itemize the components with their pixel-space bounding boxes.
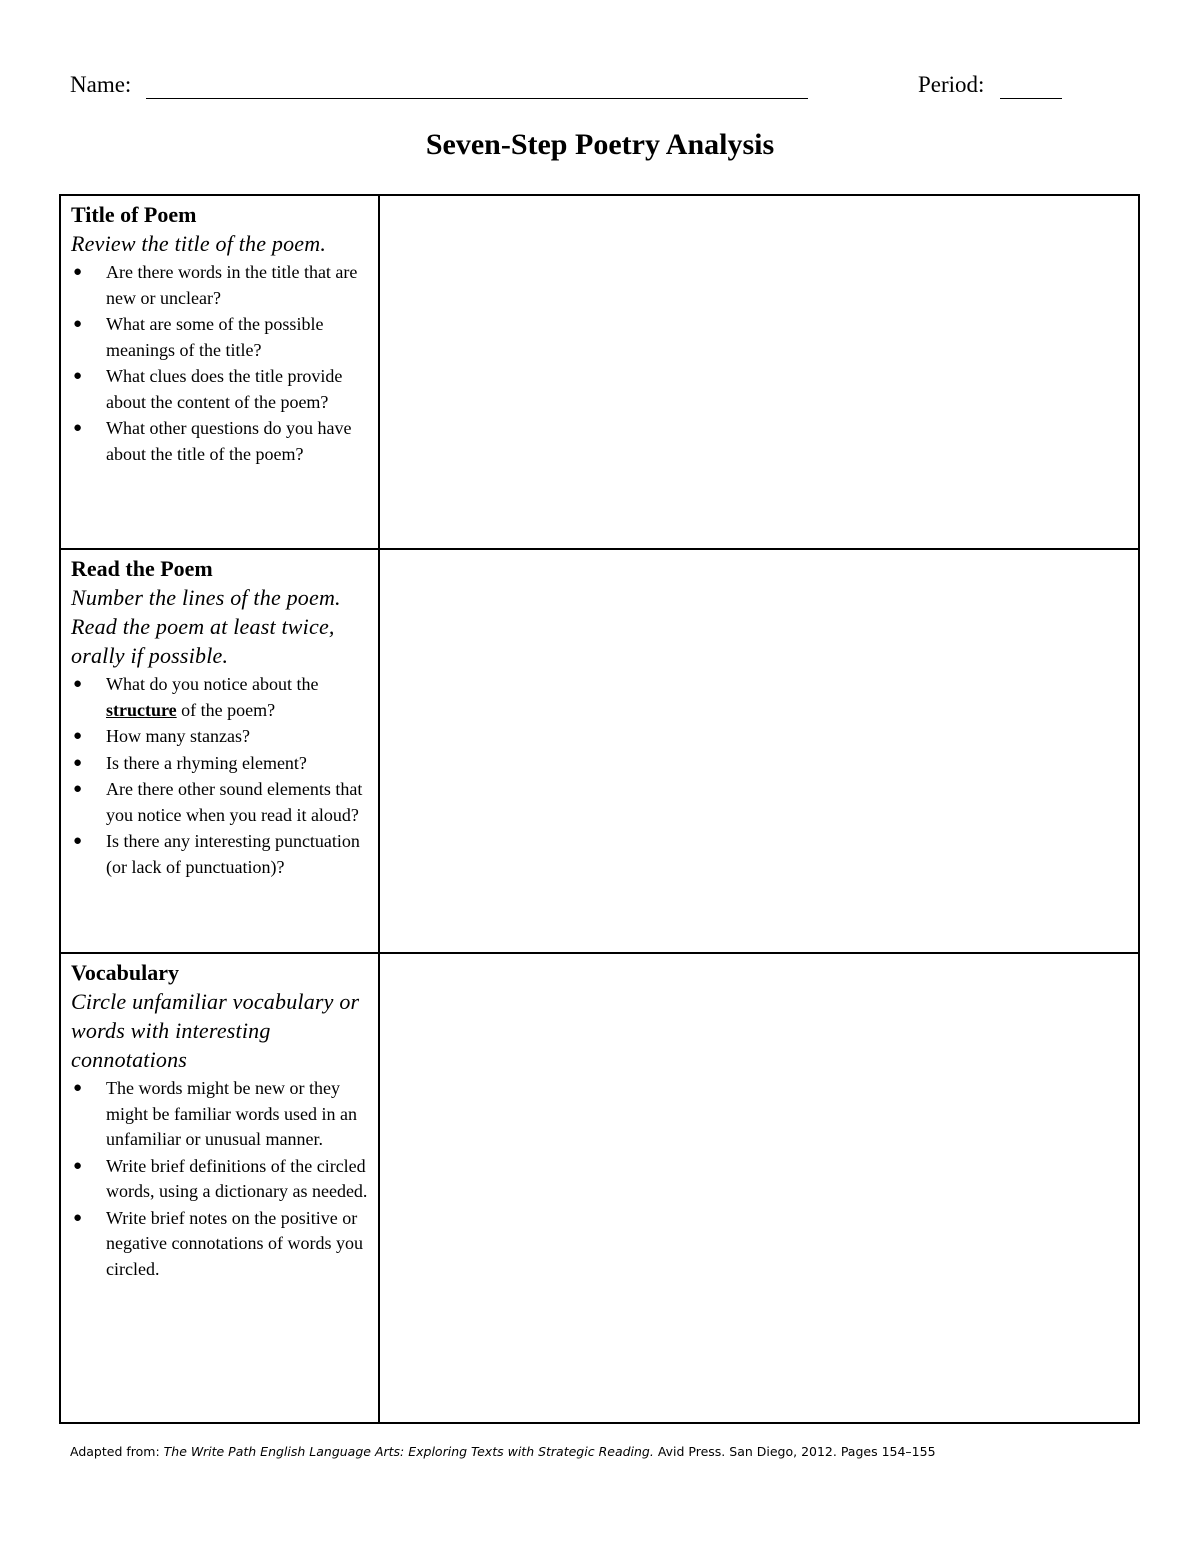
bullet-icon: ● xyxy=(73,833,83,849)
step-instruction: Review the title of the poem. xyxy=(71,231,327,256)
bullet-icon: ● xyxy=(73,1080,83,1096)
list-item: ● The words might be new or they might be familiar words used in an unfamiliar or unusual manner. xyxy=(73,1078,357,1149)
bullet-icon: ● xyxy=(73,676,83,692)
answer-cell-read-the-poem[interactable] xyxy=(379,549,1139,953)
step-heading: Read the Poem xyxy=(71,556,213,581)
bullet-icon: ● xyxy=(73,420,83,436)
name-label: Name: xyxy=(70,72,132,97)
answer-cell-title-of-poem[interactable] xyxy=(379,195,1139,549)
guide-cell-read-the-poem xyxy=(60,549,379,953)
step-heading: Vocabulary xyxy=(71,960,179,985)
bullet-icon: ● xyxy=(73,754,83,771)
list-item: ● Are there words in the title that are new or unclear? xyxy=(73,262,358,308)
prompt-list xyxy=(71,260,368,467)
citation-source-title: The Write Path English Language Arts: Exploring Texts with Strategic Reading. xyxy=(163,1444,654,1459)
list-item: ● Write brief definitions of the circled words, using a dictionary as needed. xyxy=(73,1155,368,1201)
list-item: ● Are there other sound elements that you notice when you read it aloud? xyxy=(73,779,363,825)
list-item: ● Is there any interesting punctuation (or lack of punctuation)? xyxy=(73,831,360,877)
period-field[interactable] xyxy=(1000,98,1062,99)
list-item: ● What do you notice about the structure of the poem? xyxy=(73,674,319,720)
table-row-read-the-poem xyxy=(60,549,1139,953)
step-instruction: Circle unfamiliar vocabulary or words with interesting connotations xyxy=(71,989,360,1072)
step-heading: Title of Poem xyxy=(71,202,197,227)
bullet-icon: ● xyxy=(73,781,83,797)
citation-suffix: Avid Press. San Diego, 2012. Pages 154–155 xyxy=(653,1444,936,1459)
list-item: ● What are some of the possible meanings of the title? xyxy=(73,314,324,360)
bullet-icon: ● xyxy=(73,1157,83,1174)
structure-emphasis: structure xyxy=(106,699,177,720)
prompt-list xyxy=(71,1076,368,1282)
list-item: ● Is there a rhyming element? xyxy=(106,751,368,777)
bullet-icon: ● xyxy=(73,316,83,332)
step-instruction: Number the lines of the poem. Read the poem at least twice, orally if possible. xyxy=(71,585,341,668)
list-item: ● Write brief notes on the positive or negative connotations of words you circled. xyxy=(73,1207,363,1279)
name-field[interactable] xyxy=(146,98,808,99)
answer-cell-vocabulary[interactable] xyxy=(379,953,1139,1423)
page-title: Seven-Step Poetry Analysis xyxy=(425,128,775,161)
list-item: ● How many stanzas? xyxy=(106,724,368,750)
student-info-header xyxy=(70,70,1062,110)
list-item: ● What other questions do you have about the title of the poem? xyxy=(73,418,352,464)
citation-footer xyxy=(70,1444,936,1459)
citation-prefix: Adapted from: xyxy=(70,1444,164,1459)
bullet-icon: ● xyxy=(73,728,83,744)
bullet-icon: ● xyxy=(73,368,83,384)
bullet-icon: ● xyxy=(73,264,83,280)
table-row-vocabulary xyxy=(60,953,1139,1423)
prompt-list xyxy=(71,672,368,880)
analysis-table xyxy=(59,194,1140,1424)
bullet-icon: ● xyxy=(73,1209,83,1226)
guide-cell-vocabulary xyxy=(60,953,379,1423)
list-item: ● What clues does the title provide about the content of the poem? xyxy=(73,366,343,412)
table-row-title-of-poem xyxy=(60,195,1139,549)
guide-cell-title-of-poem xyxy=(60,195,379,549)
period-label: Period: xyxy=(918,72,985,97)
